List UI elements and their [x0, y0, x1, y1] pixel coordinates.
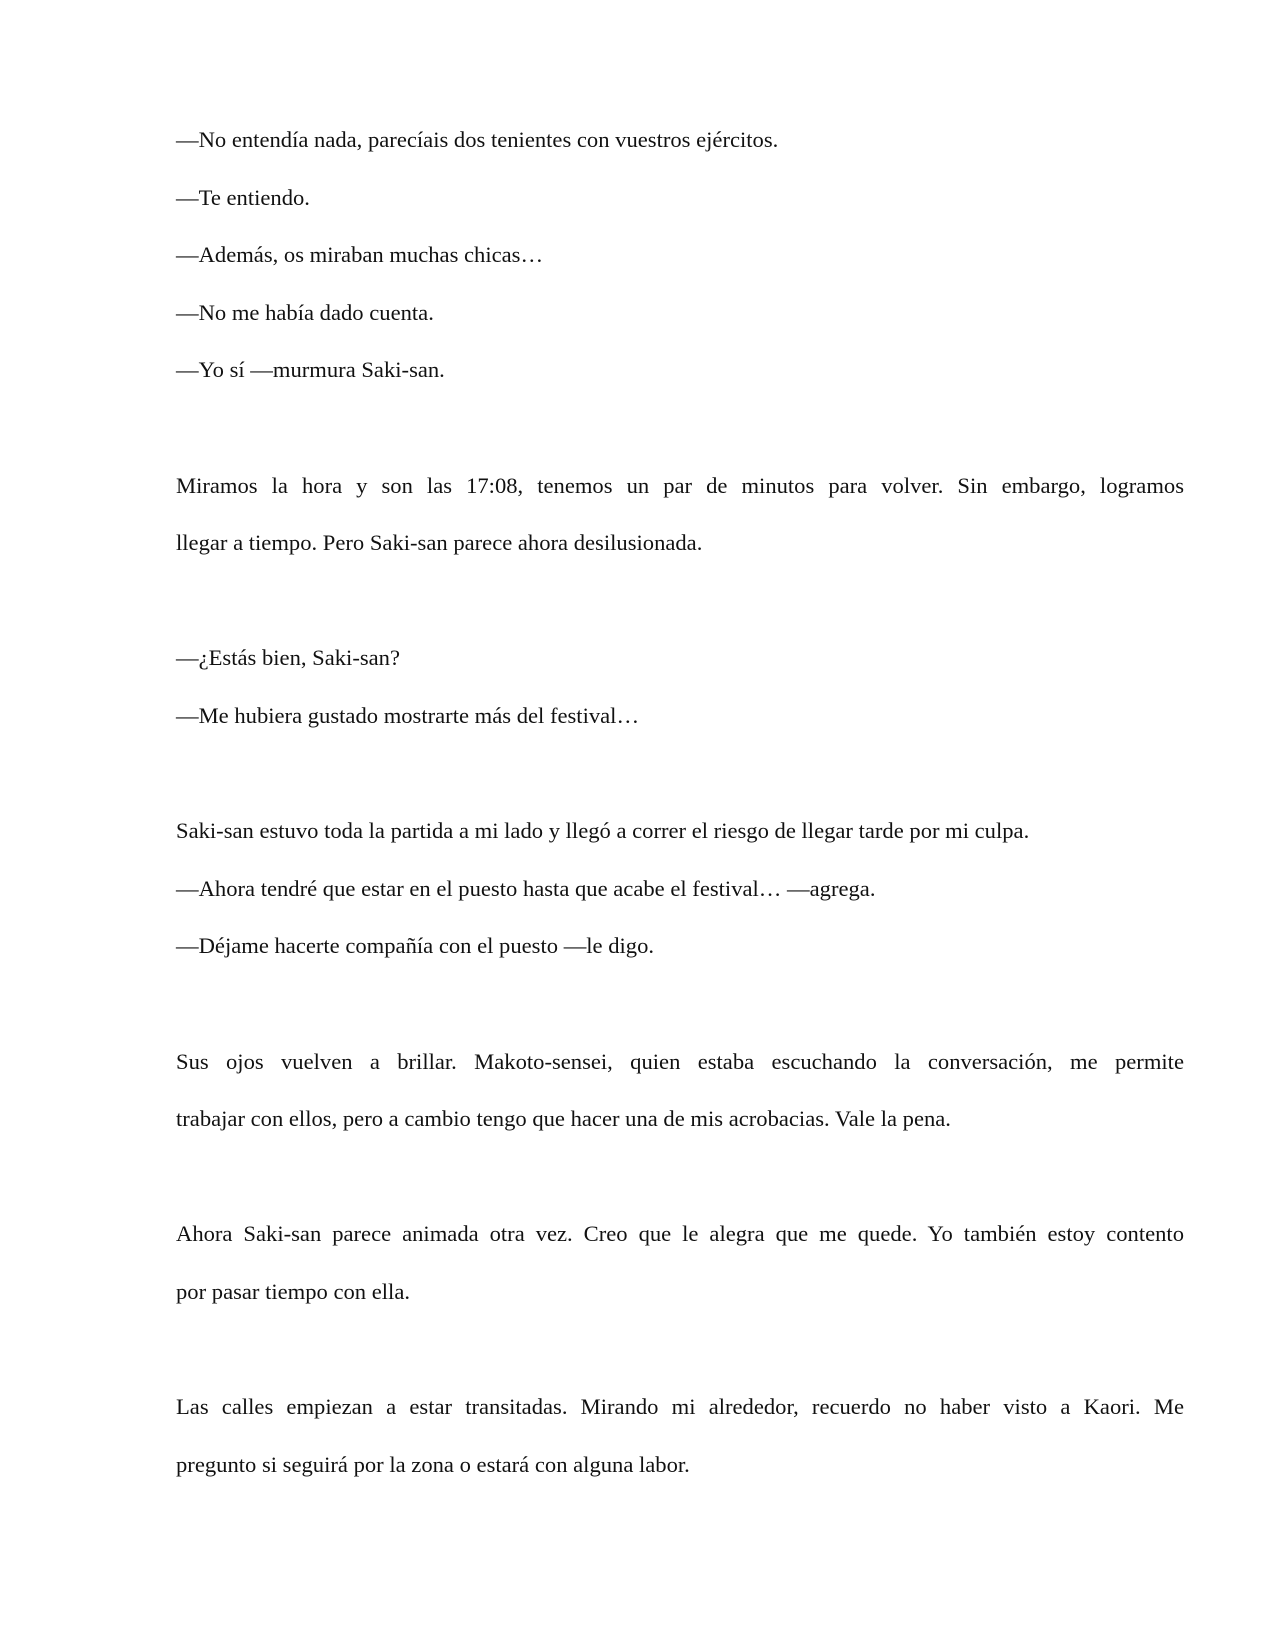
paragraph-line: Saki-san estuvo toda la partida a mi lado y llegó a correr el riesgo de llegar tarde por mi culpa. — [176, 818, 1030, 844]
dialogue-line: —No entendía nada, parecíais dos tenientes con vuestros ejércitos. — [176, 127, 779, 152]
paragraph-gap — [176, 572, 1184, 630]
paragraph-gap — [176, 745, 1184, 803]
paragraph-line: pregunto si seguirá por la zona o estará con alguna labor. — [176, 1451, 690, 1477]
paragraph-line: llegar a tiempo. Pero Saki-san parece ahora desilusionada. — [176, 530, 703, 556]
dialogue-line: —No me había dado cuenta. — [176, 299, 434, 325]
dialogue-line: —Me hubiera gustado mostrarte más del festival… — [176, 702, 640, 728]
paragraph-line: Ahora Saki-san parece animada otra vez. Creo que le alegra que me quede. Yo también estoy contento — [176, 1221, 1184, 1247]
dialogue-line: —Además, os miraban muchas chicas… — [176, 242, 544, 268]
paragraph-gap — [176, 1148, 1184, 1206]
dialogue-line: —Yo sí —murmura Saki-san. — [176, 357, 445, 383]
dialogue-line: —Déjame hacerte compañía con el puesto —le digo. — [176, 933, 655, 959]
paragraph-line: Miramos la hora y son las 17:08, tenemos un par de minutos para volver. Sin embargo, logramos — [176, 472, 1184, 498]
document-body — [176, 111, 1184, 1493]
paragraph-gap — [176, 975, 1184, 1033]
dialogue-line: —Te entiendo. — [176, 184, 310, 210]
paragraph-line: Las calles empiezan a estar transitadas. Mirando mi alrededor, recuerdo no haber visto a Kaori. Me — [176, 1394, 1184, 1420]
paragraph-line: trabajar con ellos, pero a cambio tengo que hacer una de mis acrobacias. Vale la pena. — [176, 1106, 951, 1132]
paragraph-gap — [176, 399, 1184, 457]
paragraph-line: por pasar tiempo con ella. — [176, 1278, 411, 1304]
paragraph-line: Sus ojos vuelven a brillar. Makoto-sensei, quien estaba escuchando la conversación, me permite — [176, 1048, 1184, 1074]
paragraph-gap — [176, 1320, 1184, 1378]
dialogue-line: —¿Estás bien, Saki-san? — [176, 645, 400, 671]
dialogue-line: —Ahora tendré que estar en el puesto hasta que acabe el festival… —agrega. — [176, 875, 876, 901]
